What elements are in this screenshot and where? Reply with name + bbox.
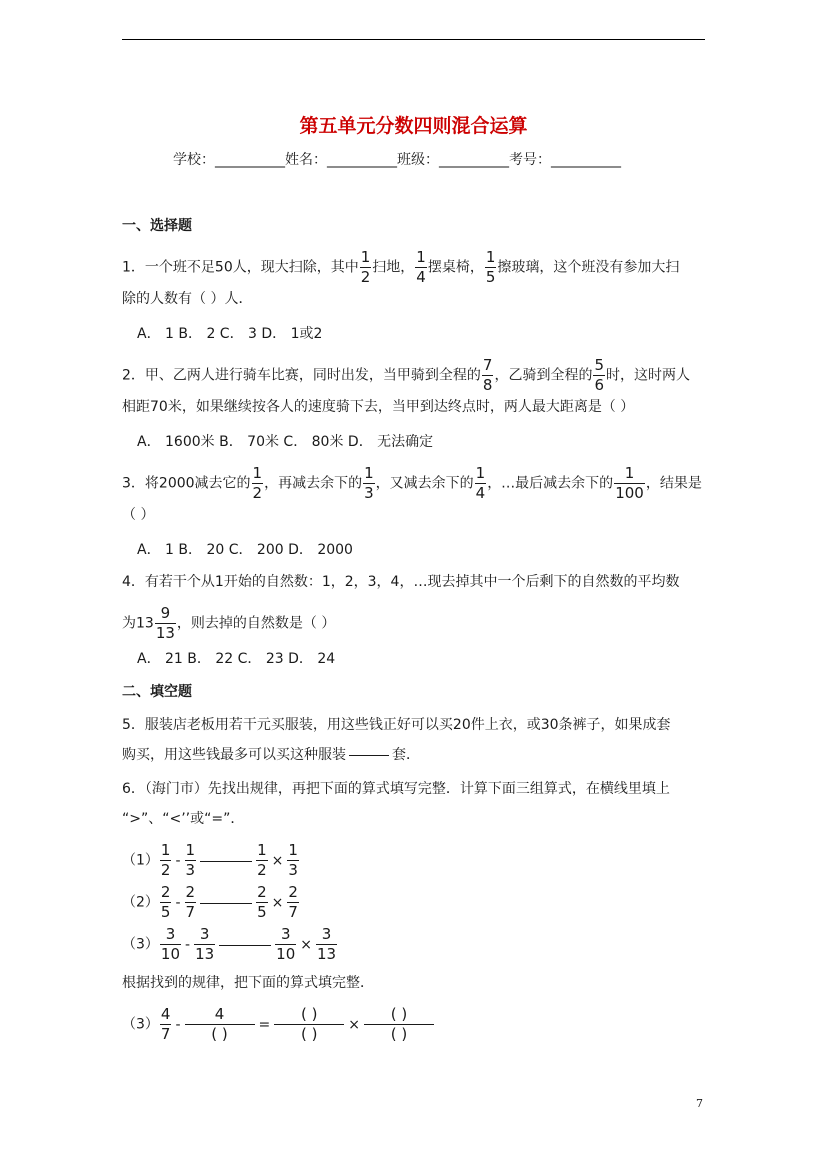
question-6-line2: “>”、“<’’或“=”．	[122, 811, 245, 827]
fraction: $\frac{1}{3}$	[364, 464, 374, 502]
student-info-line: 学校：__________姓名：__________班级：__________考号：__________	[173, 152, 621, 168]
question-2-options: A． 1600米 B． 70米 C． 80米 D． 无法确定	[137, 434, 434, 450]
fraction: $\frac{1}{2}$	[360, 248, 371, 286]
question-4-line2: 为13 $\frac{9}{13}$ ，则去掉的自然数是（ ）	[122, 604, 336, 642]
fraction: $\frac{1}{4}$	[416, 248, 426, 286]
question-3-line2: （ ）	[122, 507, 155, 523]
question-4-options: A． 21 B． 22 C． 23 D． 24	[137, 651, 336, 667]
fraction: $\frac{5}{6}$	[594, 356, 604, 394]
question-2: 2．甲、乙两人进行骑车比赛，同时出发，当甲骑到全程的 $\frac{7}{8}$ ，乙骑到全程的 $\frac{5}{6}$ 时，这时两人	[122, 356, 690, 394]
question-1-line2: 除的人数有（ ）人．	[122, 291, 253, 307]
fraction: $\frac{1}{5}$	[485, 248, 496, 286]
question-4: 4．有若干个从1开始的自然数：1，2，3，4，…现去掉其中一个后剩下的自然数的平均数	[122, 574, 680, 590]
question-5: 5．服装店老板用若干元买服装，用这些钱正好可以买20件上衣，或30条裤子，如果成套	[122, 717, 671, 733]
fraction: $\frac{1}{4}$	[475, 464, 486, 502]
expression-3: （3） $\frac{3}{10}$ - $\frac{3}{13}$ $\frac{3}{10}$ × $\frac{3}{13}$	[122, 925, 337, 963]
header-rule	[122, 39, 705, 40]
fraction: $\frac{1}{100}$	[615, 464, 644, 502]
answer-blank	[219, 944, 271, 946]
question-1: 1．一个班不足50人，现大扫除，其中 $\frac{1}{2}$ 扫地， $\frac{1}{4}$ 摆桌椅， $\frac{1}{5}$ 擦玻璃，这个班没有参加大扫	[122, 248, 680, 286]
rule-instruction: 根据找到的规律，把下面的算式填完整．	[122, 975, 374, 991]
question-3: 3．将2000减去它的 $\frac{1}{2}$ ，再减去余下的 $\frac{1}{3}$ ，又减去余下的 $\frac{1}{4}$ ，…最后减去余下的 $\frac{1}{100}$ ，结果是	[122, 464, 702, 502]
expression-1: （1） $\frac{1}{2}$ - $\frac{1}{3}$ $\frac{1}{2}$ × $\frac{1}{3}$	[122, 841, 298, 879]
question-3-options: A． 1 B． 20 C． 200 D． 2000	[137, 542, 353, 558]
section-heading-choice: 一、选择题	[122, 218, 192, 234]
expression-2: （2） $\frac{2}{5}$ - $\frac{2}{7}$ $\frac{2}{5}$ × $\frac{2}{7}$	[122, 883, 298, 921]
fraction: $\frac{9}{13}$	[155, 604, 175, 642]
answer-blank	[200, 902, 252, 904]
answer-blank	[349, 754, 389, 756]
fraction: $\frac{7}{8}$	[482, 356, 493, 394]
section-heading-fill: 二、填空题	[122, 684, 192, 700]
page-title: 第五单元分数四则混合运算	[299, 115, 528, 137]
question-5-line2: 购买，用这些钱最多可以买这种服装 套．	[122, 747, 420, 763]
page-number: 7	[696, 1097, 703, 1110]
question-6: 6．（海门市）先找出规律，再把下面的算式填写完整．计算下面三组算式，在横线里填上	[122, 781, 670, 797]
expression-4: （3） $\frac{4}{7}$ - $\frac{4}{( )}$ = $\frac{( )}{( )}$ × $\frac{( )}{( )}$	[122, 1007, 435, 1042]
question-1-options: A． 1 B． 2 C． 3 D． 1或2	[137, 326, 323, 342]
fraction: $\frac{1}{2}$	[252, 464, 263, 502]
question-2-line2: 相距70米，如果继续按各人的速度骑下去，当甲到达终点时，两人最大距离是（ ）	[122, 399, 635, 415]
answer-blank	[200, 860, 252, 862]
